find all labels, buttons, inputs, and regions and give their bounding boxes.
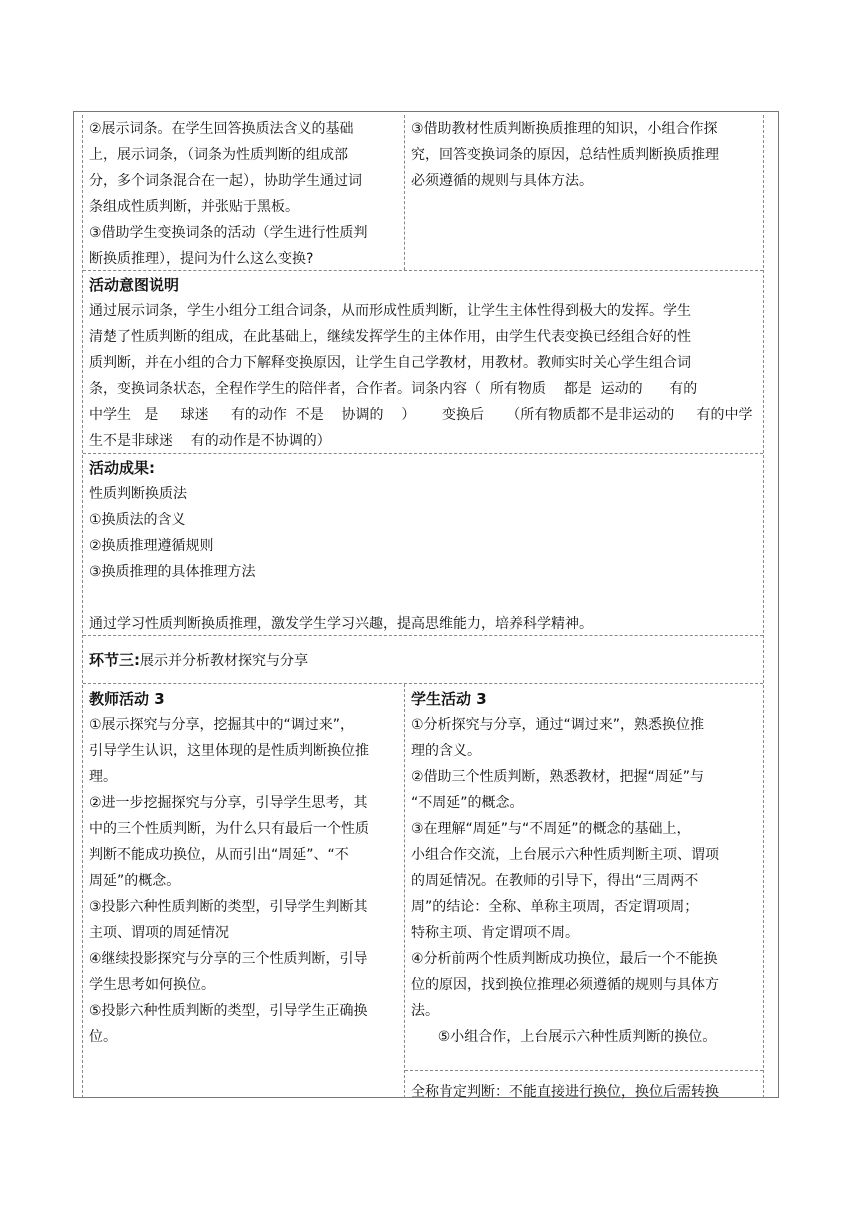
text-line: 中的三个性质判断，为什么只有最后一个性质 [89, 821, 369, 837]
results-summary: 通过学习性质判断换质推理，激发学生学习兴趣，提高思维能力，培养科学精神。 [89, 616, 593, 632]
activity-intent [83, 271, 763, 454]
teacher-activity-2 [83, 115, 405, 270]
section-title: 展示并分析教材探究与分享 [140, 653, 308, 669]
text-line: ②进一步挖掘探究与分享，引导学生思考，其 [89, 795, 368, 811]
text-line: 周”的结论：全称、单称主项周，否定谓项周； [411, 899, 699, 915]
text-line: 全称肯定判断：不能直接进行换位，换位后需转换 [411, 1084, 719, 1100]
text-line: 通过展示词条，学生小组分工组合词条，从而形成性质判断，让学生主体性得到极大的发挥。学生 [89, 303, 691, 319]
text-line: 理。 [89, 769, 117, 785]
text-line: ③在理解“周延”与“不周延”的概念的基础上， [411, 821, 691, 837]
text-line: ③借助学生变换词条的活动（学生进行性质判 [89, 225, 368, 241]
blank-line [83, 585, 763, 611]
text-line: 分，多个词条混合在一起），协助学生通过词 [89, 173, 362, 189]
text-line: 中学生 是 球迷 有的动作 不是 协调的 ） 变换后 （所有物质都不是非运动的 有的中学 [89, 407, 753, 423]
text-line: 究，回答变换词条的原因，总结性质判断换质推理 [411, 147, 719, 163]
results-heading: 活动成果: [89, 459, 155, 477]
text-line: 质判断，并在小组的合力下解释变换原因，让学生自己学教材，用教材。教师实时关心学生组合词 [89, 355, 691, 371]
student-activity-2 [405, 115, 763, 270]
text-line: 引导学生认识，这里体现的是性质判断换位推 [89, 743, 369, 759]
section-three [83, 636, 763, 684]
text-line: ③投影六种性质判断的类型，引导学生判断其 [89, 899, 368, 915]
inner-divider [405, 1050, 763, 1071]
text-line: ②借助三个性质判断，熟悉教材，把握“周延”与 [411, 769, 705, 785]
text-line: ①换质法的含义 [89, 512, 186, 528]
text-line: 位。 [89, 1029, 117, 1045]
text-line: ①分析探究与分享，通过“调过来”，熟悉换位推 [411, 717, 705, 733]
text-line: 断换质推理），提问为什么这么变换? [89, 251, 314, 267]
text-line: 特称主项、肯定谓项不周。 [411, 925, 579, 941]
text-line: 理的含义。 [411, 743, 481, 759]
text-line: 必须遵循的规则与具体方法。 [411, 173, 593, 189]
text-line: ④继续投影探究与分享的三个性质判断，引导 [89, 951, 368, 967]
text-line: ②展示词条。在学生回答换质法含义的基础 [89, 121, 354, 137]
text-line: 生不是非球迷 有的动作是不协调的） [89, 433, 331, 449]
activity-row-3 [83, 684, 763, 1098]
text-line: ⑤小组合作，上台展示六种性质判断的换位。 [411, 1029, 717, 1045]
text-line: ⑤投影六种性质判断的类型，引导学生正确换 [89, 1003, 368, 1019]
text-line: “不周延”的概念。 [411, 795, 524, 811]
activity-results [83, 454, 763, 636]
student-heading: 学生活动 3 [411, 690, 487, 708]
lesson-table [82, 115, 764, 1098]
text-line: 上，展示词条，（词条为性质判断的组成部 [89, 147, 348, 163]
text-line: 性质判断换质法 [89, 486, 187, 502]
text-line: ③借助教材性质判断换质推理的知识，小组合作探 [411, 121, 718, 137]
text-line: 学生思考如何换位。 [89, 977, 215, 993]
text-line: ①展示探究与分享，挖掘其中的“调过来”， [89, 717, 355, 733]
text-line: 的周延情况。在教师的引导下，得出“三周两不 [411, 873, 699, 889]
text-line: ②换质推理遵循规则 [89, 538, 214, 554]
text-line: 位的原因，找到换位推理必须遵循的规则与具体方 [411, 977, 719, 993]
text-line: 小组合作交流，上台展示六种性质判断主项、谓项 [411, 847, 719, 863]
intent-heading: 活动意图说明 [89, 276, 180, 294]
text-line: ④分析前两个性质判断成功换位，最后一个不能换 [411, 951, 718, 967]
text-line: 条，变换词条状态，全程作学生的陪伴者，合作者。词条内容（ 所有物质 都是 运动的 有的 [89, 381, 698, 397]
text-line: 法。 [411, 1003, 439, 1019]
teacher-activity-3 [83, 684, 405, 1098]
text-line: 清楚了性质判断的组成，在此基础上，继续发挥学生的主体作用，由学生代表变换已经组合好的性 [89, 329, 691, 345]
text-line: 主项、谓项的周延情况 [89, 925, 229, 941]
section-label: 环节三: [89, 651, 140, 669]
activity-row-2 [83, 115, 763, 271]
text-line: ③换质推理的具体推理方法 [89, 564, 256, 580]
text-line: 判断不能成功换位，从而引出“周延”、“不 [89, 847, 349, 863]
text-line: 周延”的概念。 [89, 873, 181, 889]
student-activity-3 [405, 684, 763, 1098]
text-line: 条组成性质判断，并张贴于黑板。 [89, 199, 299, 215]
teacher-heading: 教师活动 3 [89, 690, 165, 708]
